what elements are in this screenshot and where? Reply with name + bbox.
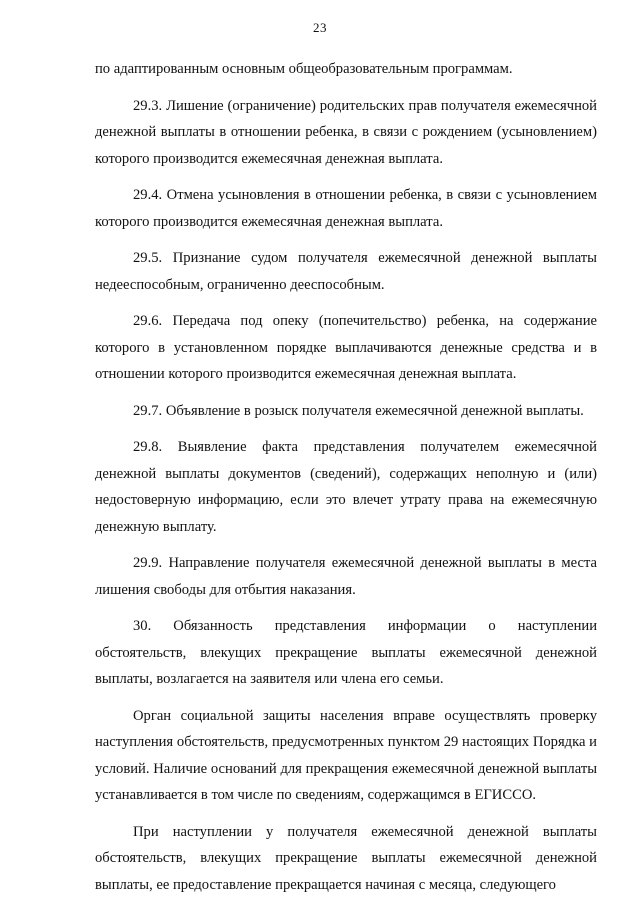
paragraph-continuation: по адаптированным основным общеобразовательным программам. xyxy=(95,61,513,77)
document-body xyxy=(95,56,597,898)
paragraph-30: 30. Обязанность представления информации о наступлении обстоятельств, влекущих прекращение выплаты ежемесячной денежной выплаты, возлагается на заявителя или члена его семьи. xyxy=(95,618,597,687)
page-number: 23 xyxy=(313,20,327,35)
paragraph-29-7: 29.7. Объявление в розыск получателя ежемесячной денежной выплаты. xyxy=(133,402,584,419)
paragraph-verification: Орган социальной защиты населения вправе осуществлять проверку наступления обстоятельств, предусмотренных пунктом 29 настоящих Порядка и условий. Наличие оснований для прекращения ежемесячной денежной выплаты устанавливается в том числе по сведениям, содержащимся в ЕГИССО. xyxy=(95,707,597,803)
paragraph-29-8: 29.8. Выявление факта представления получателем ежемесячной денежной выплаты документов (сведений), содержащих неполную и (или) недостоверную информацию, если это влечет утрату права на ежемесячную денежную выплату. xyxy=(95,439,597,535)
paragraph-29-3: 29.3. Лишение (ограничение) родительских прав получателя ежемесячной денежной выплаты в отношении ребенка, в связи с рождением (усыновлением) которого производится ежемесячная денежная выплата. xyxy=(95,97,597,167)
paragraph-29-6: 29.6. Передача под опеку (попечительство) ребенка, на содержание которого в установленном порядке выплачиваются денежные средства и в отношении которого производится ежемесячная денежная выплата. xyxy=(95,313,597,382)
paragraph-termination: При наступлении у получателя ежемесячной денежной выплаты обстоятельств, влекущих прекращение выплаты ежемесячной денежной выплаты, ее предоставление прекращается начиная с месяца, следующего xyxy=(95,823,597,893)
paragraph-29-9: 29.9. Направление получателя ежемесячной денежной выплаты в места лишения свободы для отбытия наказания. xyxy=(95,555,597,598)
paragraph-29-4: 29.4. Отмена усыновления в отношении ребенка, в связи с усыновлением которого производится ежемесячная денежная выплата. xyxy=(95,187,597,230)
paragraph-29-5: 29.5. Признание судом получателя ежемесячной денежной выплаты недееспособным, ограниченно дееспособным. xyxy=(95,250,597,293)
